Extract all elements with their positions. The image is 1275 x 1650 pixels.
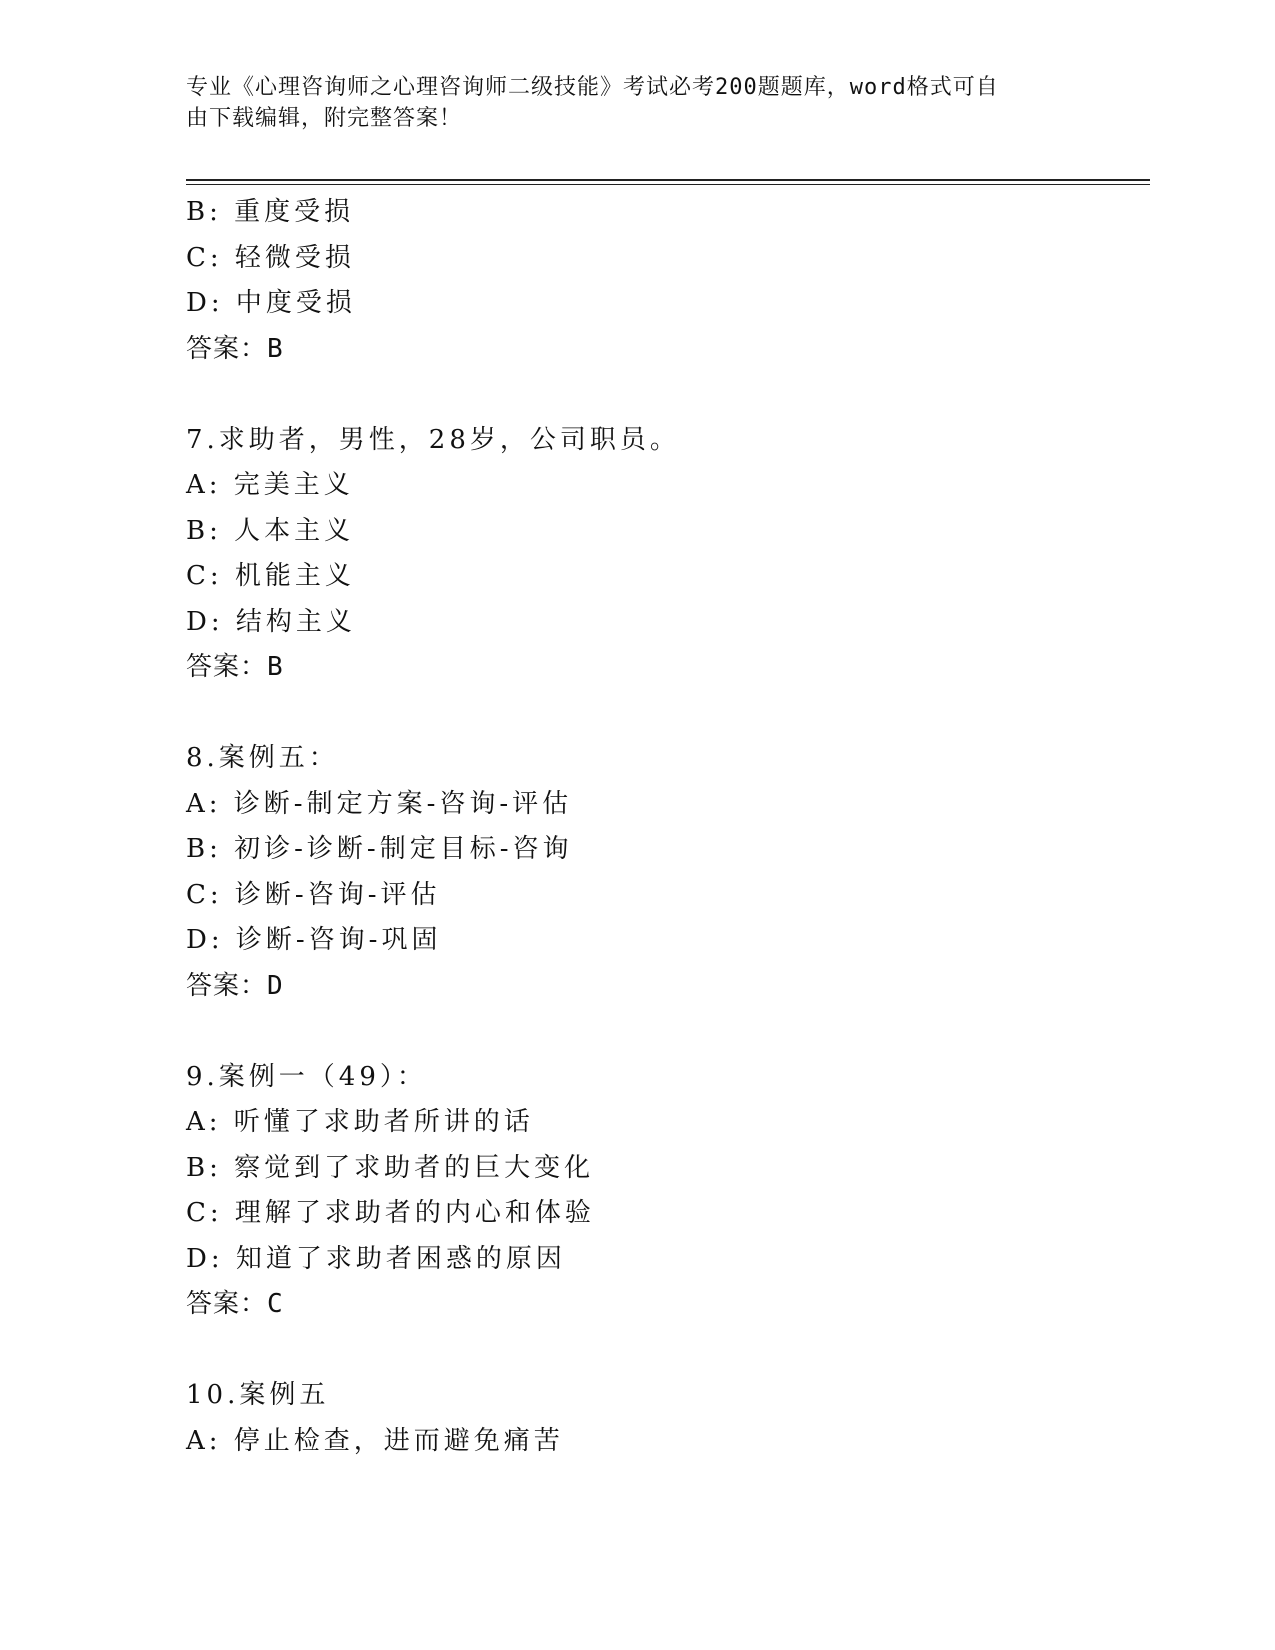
- question-list: [186, 190, 1146, 1464]
- option-d: D: 结构主义: [186, 606, 356, 637]
- option-a: A: 停止检查，进而避免痛苦: [186, 1425, 564, 1456]
- header-line-2: 由下载编辑，附完整答案！: [186, 106, 463, 131]
- option-d: D: 知道了求助者困惑的原因: [186, 1243, 566, 1274]
- option-c: C: 轻微受损: [186, 242, 355, 273]
- answer-line: 答案：D: [186, 970, 284, 1001]
- option-b: B: 重度受损: [186, 197, 355, 227]
- question-stem: 9.案例一（49）：: [186, 1061, 427, 1092]
- option-c: C: 理解了求助者的内心和体验: [186, 1198, 595, 1228]
- spacer: [186, 691, 1146, 737]
- option-d: D: 诊断-咨询-巩固: [186, 925, 442, 955]
- option-b: B: 察觉到了求助者的巨大变化: [186, 1152, 595, 1183]
- question-block-10: [186, 1373, 1146, 1464]
- answer-line: 答案：B: [186, 333, 284, 364]
- option-a: A: 完美主义: [186, 470, 354, 500]
- option-b: B: 初诊-诊断-制定目标-咨询: [186, 834, 573, 864]
- question-block-7: [186, 418, 1146, 691]
- question-block-6: [186, 190, 1146, 372]
- option-a: A: 诊断-制定方案-咨询-评估: [186, 788, 573, 819]
- question-stem: 8.案例五：: [186, 743, 339, 773]
- header-rule-thin: [186, 184, 1150, 185]
- spacer: [186, 1328, 1146, 1374]
- option-c: C: 机能主义: [186, 561, 355, 591]
- document-header: [186, 72, 1086, 134]
- option-c: C: 诊断-咨询-评估: [186, 879, 441, 910]
- answer-line: 答案：C: [186, 1289, 284, 1319]
- header-line-1: 专业《心理咨询师之心理咨询师二级技能》考试必考200题题库，word格式可自: [186, 75, 999, 100]
- question-stem: 7.求助者，男性，28岁，公司职员。: [186, 424, 680, 455]
- header-rule-thick: [186, 179, 1150, 181]
- option-b: B: 人本主义: [186, 515, 355, 546]
- answer-line: 答案：B: [186, 652, 284, 682]
- spacer: [186, 372, 1146, 418]
- spacer: [186, 1009, 1146, 1055]
- question-stem: 10.案例五: [186, 1380, 330, 1410]
- option-a: A: 听懂了求助者所讲的话: [186, 1107, 534, 1137]
- question-block-8: [186, 736, 1146, 1009]
- option-d: D: 中度受损: [186, 288, 356, 318]
- question-block-9: [186, 1055, 1146, 1328]
